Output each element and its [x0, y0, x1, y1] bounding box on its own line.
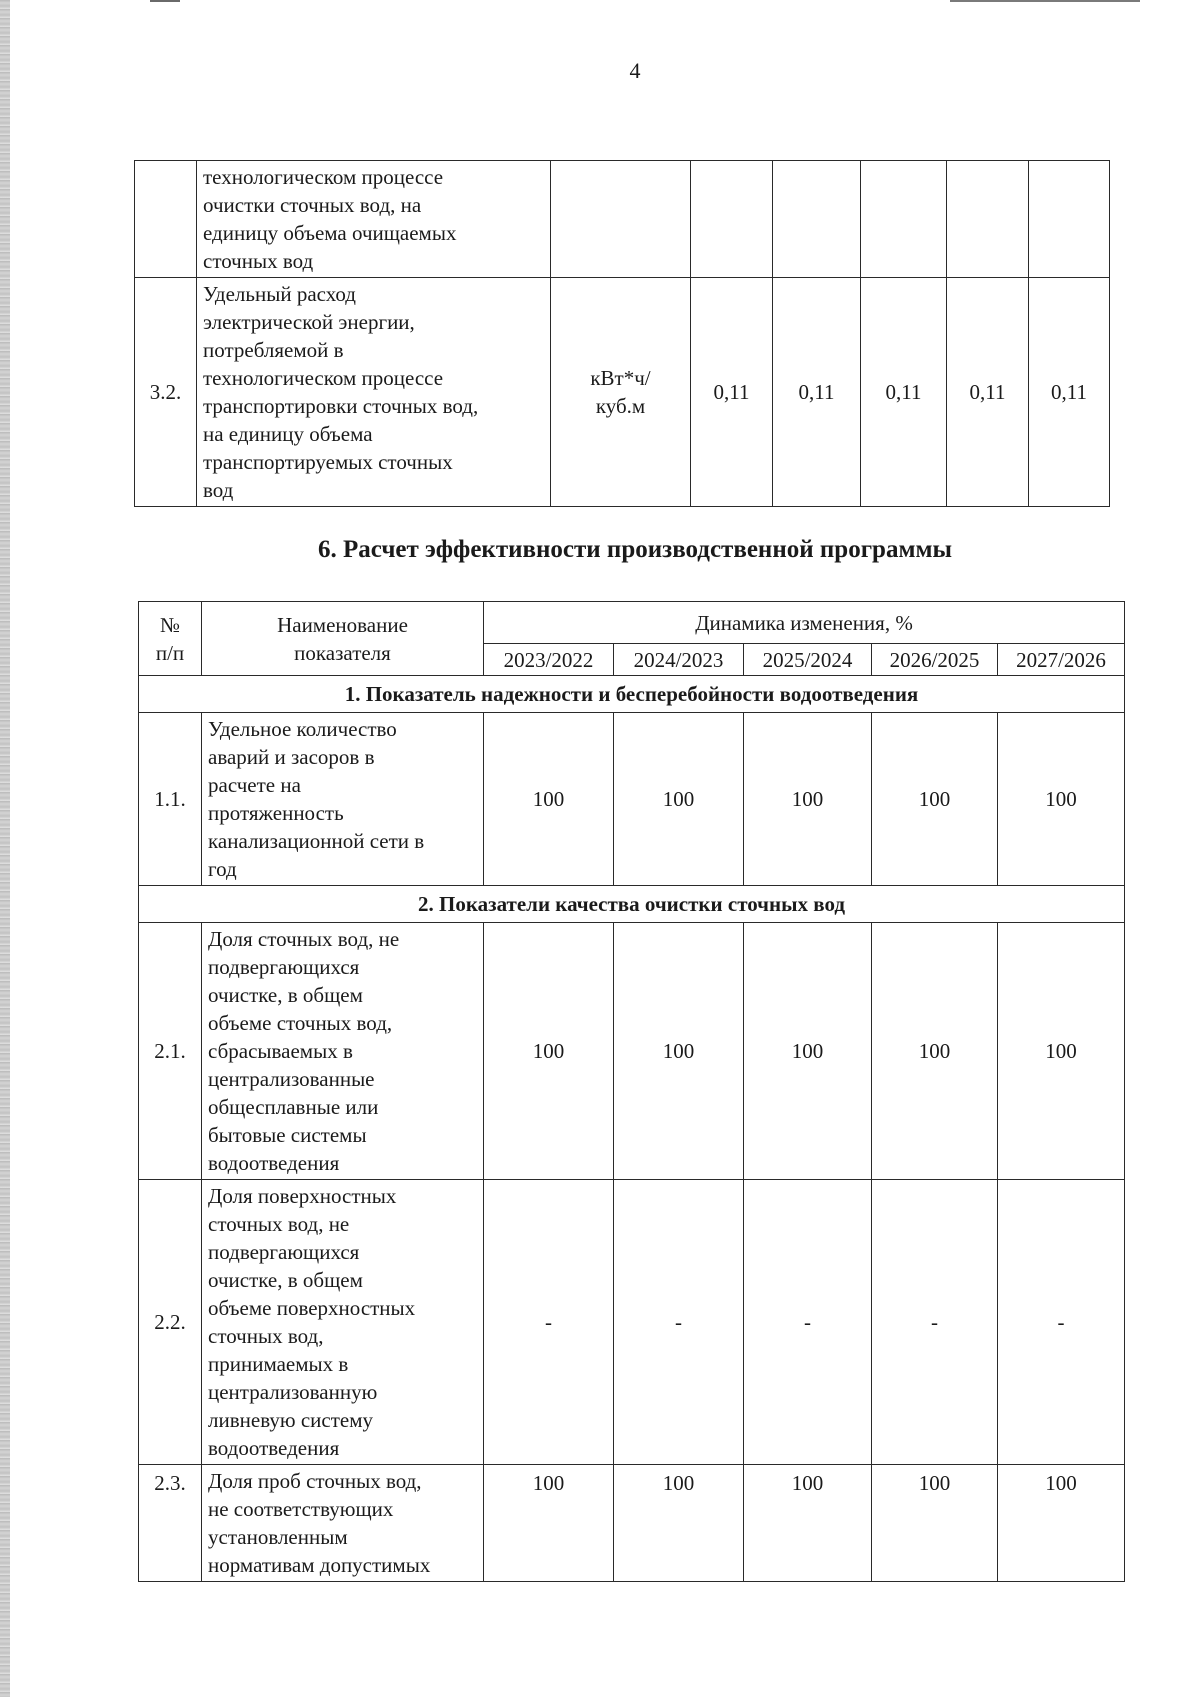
section-row [139, 676, 1125, 713]
text-line: нормативам допустимых [208, 1553, 431, 1577]
text-line: канализационной сети в [208, 829, 425, 853]
section-heading: 2. Показатели качества очистки сточных вод [139, 886, 1125, 923]
text-line: транспортируемых сточных [203, 450, 453, 474]
row-number [135, 161, 197, 278]
indicator-name [202, 713, 484, 886]
table-header-row [139, 602, 1125, 644]
value-cell: - [484, 1180, 614, 1465]
scan-edge [0, 0, 10, 1697]
scan-mark [950, 0, 1140, 2]
value-cell: 0,11 [861, 278, 947, 507]
table-row [135, 278, 1110, 507]
text-line: куб.м [595, 394, 646, 418]
text-line: очистке, в общем [208, 983, 363, 1007]
text-line: водоотведения [208, 1436, 340, 1460]
text-line: сточных вод [203, 249, 314, 273]
page-number: 4 [629, 58, 641, 83]
value-cell: 100 [998, 1465, 1125, 1582]
value-cell: 0,11 [691, 278, 773, 507]
text-line: год [208, 857, 237, 881]
text-line: электрической энергии, [203, 310, 415, 334]
value-cell: 100 [614, 923, 744, 1180]
row-number: 2.1. [139, 923, 202, 1180]
header-dynamics: Динамика изменения, % [484, 602, 1125, 644]
unit-cell [551, 161, 691, 278]
text-line: очистке, в общем [208, 1268, 363, 1292]
efficiency-table [138, 601, 1125, 1582]
text-line: потребляемой в [203, 338, 344, 362]
text-line: протяженность [208, 801, 344, 825]
value-cell: 100 [998, 713, 1125, 886]
value-cell: 0,11 [773, 278, 861, 507]
value-cell: 100 [614, 1465, 744, 1582]
value-cell: 100 [744, 713, 872, 886]
indicator-name [202, 923, 484, 1180]
table-row [139, 923, 1125, 1180]
text-line: вод [203, 478, 234, 502]
value-cell: - [744, 1180, 872, 1465]
section-title: 6. Расчет эффективности производственной программы [317, 536, 953, 563]
header-period: 2026/2025 [872, 644, 998, 676]
indicator-name [197, 278, 551, 507]
value-cell: 100 [484, 923, 614, 1180]
text-line: централизованные [208, 1067, 375, 1091]
text-line: ливневую систему [208, 1408, 373, 1432]
text-line: водоотведения [208, 1151, 340, 1175]
indicator-name [202, 1465, 484, 1582]
text-line: объеме сточных вод, [208, 1011, 393, 1035]
row-number: 1.1. [139, 713, 202, 886]
value-cell [773, 161, 861, 278]
text-line: очистки сточных вод, на [203, 193, 422, 217]
value-cell [1029, 161, 1110, 278]
text-line: не соответствующих [208, 1497, 394, 1521]
text-line: расчете на [208, 773, 301, 797]
text-line: Наименование [277, 612, 408, 637]
header-number [139, 602, 202, 676]
table-row [135, 161, 1110, 278]
text-line: принимаемых в [208, 1352, 349, 1376]
text-line: сбрасываемых в [208, 1039, 353, 1063]
text-line: бытовые системы [208, 1123, 367, 1147]
value-cell: 0,11 [947, 278, 1029, 507]
value-cell: 100 [484, 713, 614, 886]
table-row [139, 713, 1125, 886]
text-line: кВт*ч/ [590, 366, 651, 390]
value-cell: 0,11 [1029, 278, 1110, 507]
header-period: 2024/2023 [614, 644, 744, 676]
header-period: 2025/2024 [744, 644, 872, 676]
text-line: транспортировки сточных вод, [203, 394, 479, 418]
text-line: аварий и засоров в [208, 745, 375, 769]
text-line: единицу объема очищаемых [203, 221, 457, 245]
value-cell: - [614, 1180, 744, 1465]
value-cell: 100 [614, 713, 744, 886]
value-cell [861, 161, 947, 278]
value-cell: 100 [744, 1465, 872, 1582]
text-line: Доля сточных вод, не [208, 927, 400, 951]
text-line: централизованную [208, 1380, 378, 1404]
text-line: Доля проб сточных вод, [208, 1469, 422, 1493]
table-row [139, 1465, 1125, 1582]
text-line: установленным [208, 1525, 348, 1549]
text-line: Удельный расход [203, 282, 356, 306]
text-line: № [159, 612, 181, 637]
header-name [202, 602, 484, 676]
text-line: технологическом процессе [203, 165, 444, 189]
row-number: 2.3. [139, 1465, 202, 1582]
header-period: 2027/2026 [998, 644, 1125, 676]
text-line: объеме поверхностных [208, 1296, 416, 1320]
text-line: Доля поверхностных [208, 1184, 397, 1208]
section-row [139, 886, 1125, 923]
indicator-table-continued [134, 160, 1110, 507]
value-cell: 100 [872, 713, 998, 886]
text-line: общесплавные или [208, 1095, 379, 1119]
text-line: технологическом процессе [203, 366, 444, 390]
value-cell: 100 [872, 923, 998, 1180]
header-period: 2023/2022 [484, 644, 614, 676]
value-cell: 100 [484, 1465, 614, 1582]
indicator-name [197, 161, 551, 278]
text-line: п/п [155, 640, 185, 665]
text-line: сточных вод, не [208, 1212, 350, 1236]
section-heading: 1. Показатель надежности и бесперебойности водоотведения [139, 676, 1125, 713]
value-cell: 100 [872, 1465, 998, 1582]
scan-mark [150, 0, 180, 2]
value-cell [947, 161, 1029, 278]
row-number: 3.2. [135, 278, 197, 507]
unit-cell [551, 278, 691, 507]
value-cell: - [872, 1180, 998, 1465]
text-line: Удельное количество [208, 717, 397, 741]
text-line: показателя [294, 640, 391, 665]
value-cell: 100 [744, 923, 872, 1180]
text-line: сточных вод, [208, 1324, 324, 1348]
table-row [139, 1180, 1125, 1465]
value-cell [691, 161, 773, 278]
text-line: подвергающихся [208, 1240, 360, 1264]
value-cell: 100 [998, 923, 1125, 1180]
text-line: на единицу объема [203, 422, 373, 446]
indicator-name [202, 1180, 484, 1465]
value-cell: - [998, 1180, 1125, 1465]
text-line: подвергающихся [208, 955, 360, 979]
row-number: 2.2. [139, 1180, 202, 1465]
